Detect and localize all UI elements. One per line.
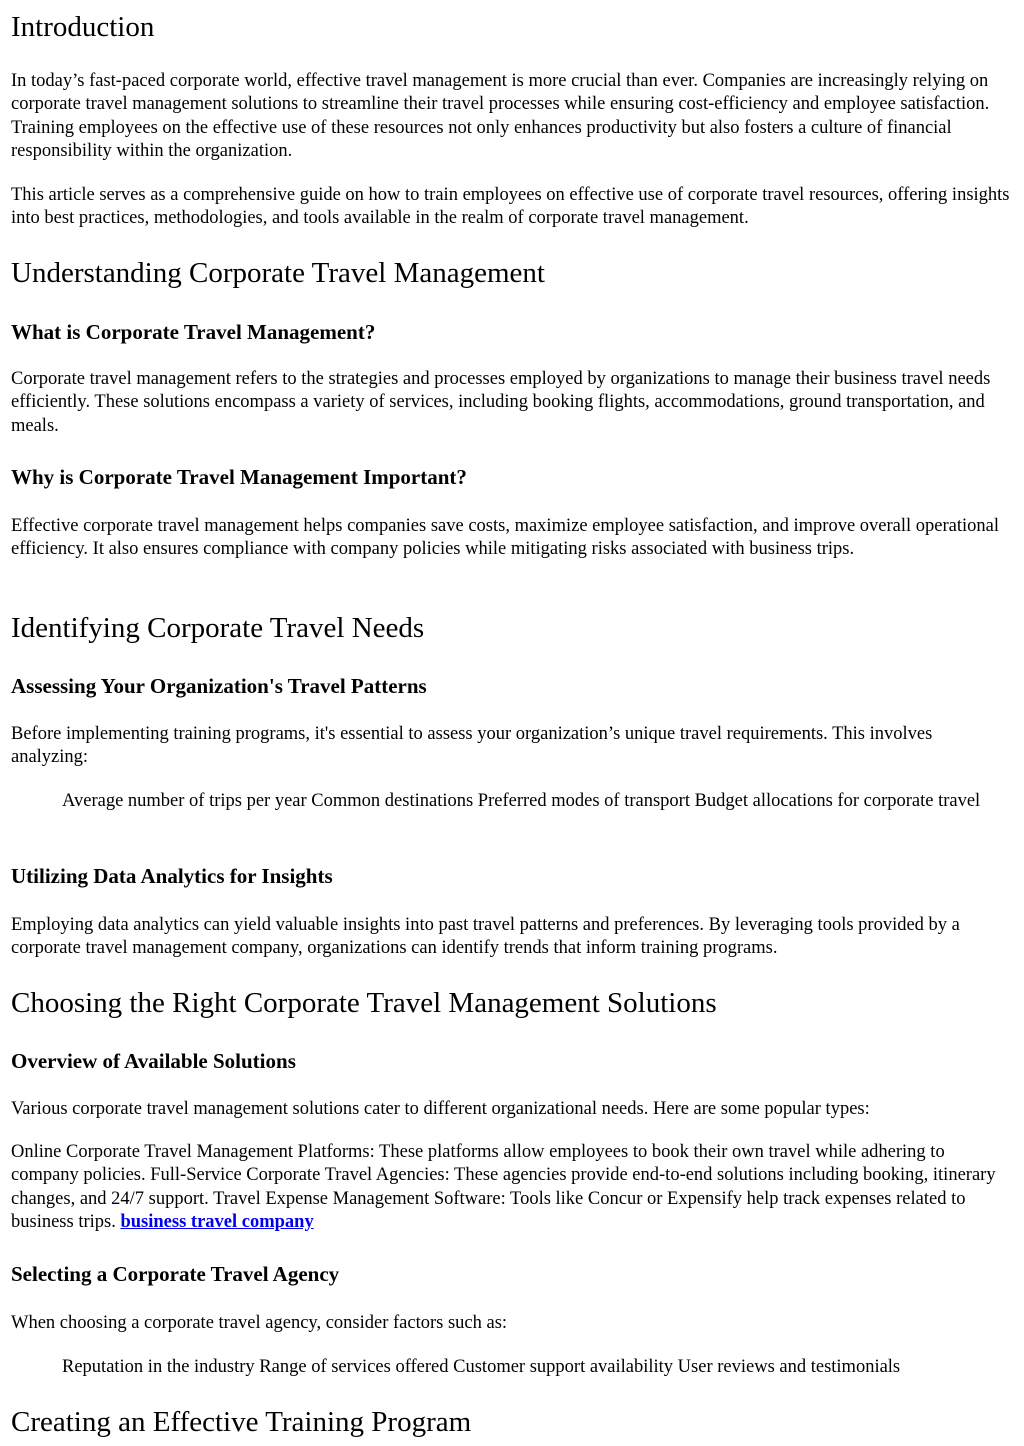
subheading-assessing: Assessing Your Organization's Travel Patterns <box>11 674 427 698</box>
assessing-list: Average number of trips per year Common destinations Preferred modes of transport Budget allocations for corporate travel <box>62 791 981 811</box>
why-important-paragraph: Effective corporate travel management helps companies save costs, maximize employee satisfaction, and improve overall operational efficiency. It also ensures compliance with company policies while mitigating risks associated with business trips. <box>11 516 1000 560</box>
assessing-paragraph: Before implementing training programs, it's essential to assess your organization’s unique travel requirements. This involves analyzing: <box>11 724 933 768</box>
intro-paragraph-2: This article serves as a comprehensive guide on how to train employees on effective use of corporate travel resources, offering insights into best practices, methodologies, and tools available in the realm of corporate travel management. <box>11 185 1010 229</box>
selecting-agency-paragraph: When choosing a corporate travel agency, consider factors such as: <box>11 1313 508 1333</box>
subheading-overview: Overview of Available Solutions <box>11 1049 296 1073</box>
overview-paragraph: Various corporate travel management solutions cater to different organizational needs. Here are some popular types: <box>11 1099 870 1119</box>
overview-solutions-list <box>11 1141 1013 1234</box>
heading-introduction: Introduction <box>11 11 155 43</box>
heading-creating-training: Creating an Effective Training Program <box>11 1406 472 1438</box>
overview-solutions-text: Online Corporate Travel Management Platforms: These platforms allow employees to book their own travel while adhering to company policies. Full-Service Corporate Travel Agencies: These agencies provide end-to-end solutions including booking, itinerary changes, and 24/7 support. Travel Expense Management Software: Tools like Concur or Expensify help track expenses related to business trips. <box>11 1142 996 1232</box>
agency-factors-list: Reputation in the industry Range of services offered Customer support availability User reviews and testimonials <box>62 1357 901 1377</box>
heading-choosing: Choosing the Right Corporate Travel Management Solutions <box>11 987 717 1019</box>
intro-paragraph-1: In today’s fast-paced corporate world, effective travel management is more crucial than ever. Companies are increasingly relying on corporate travel management solutions to streamline their travel processes while ensuring cost-efficiency and employee satisfaction. Training employees on the effective use of these resources not only enhances productivity but also fosters a culture of financial responsibility within the organization. <box>11 71 990 161</box>
subheading-what-is: What is Corporate Travel Management? <box>11 320 376 344</box>
subheading-why-important: Why is Corporate Travel Management Important? <box>11 465 467 489</box>
subheading-selecting-agency: Selecting a Corporate Travel Agency <box>11 1262 340 1286</box>
heading-identifying: Identifying Corporate Travel Needs <box>11 612 425 644</box>
business-travel-company-link[interactable]: business travel company <box>120 1211 314 1232</box>
what-is-paragraph: Corporate travel management refers to the strategies and processes employed by organizations to manage their business travel needs efficiently. These solutions encompass a variety of services, including booking flights, accommodations, ground transportation, and meals. <box>11 369 991 436</box>
heading-understanding: Understanding Corporate Travel Management <box>11 257 545 289</box>
data-analytics-paragraph: Employing data analytics can yield valuable insights into past travel patterns and preferences. By leveraging tools provided by a corporate travel management company, organizations can identify trends that inform training programs. <box>11 915 960 959</box>
subheading-data-analytics: Utilizing Data Analytics for Insights <box>11 864 333 888</box>
